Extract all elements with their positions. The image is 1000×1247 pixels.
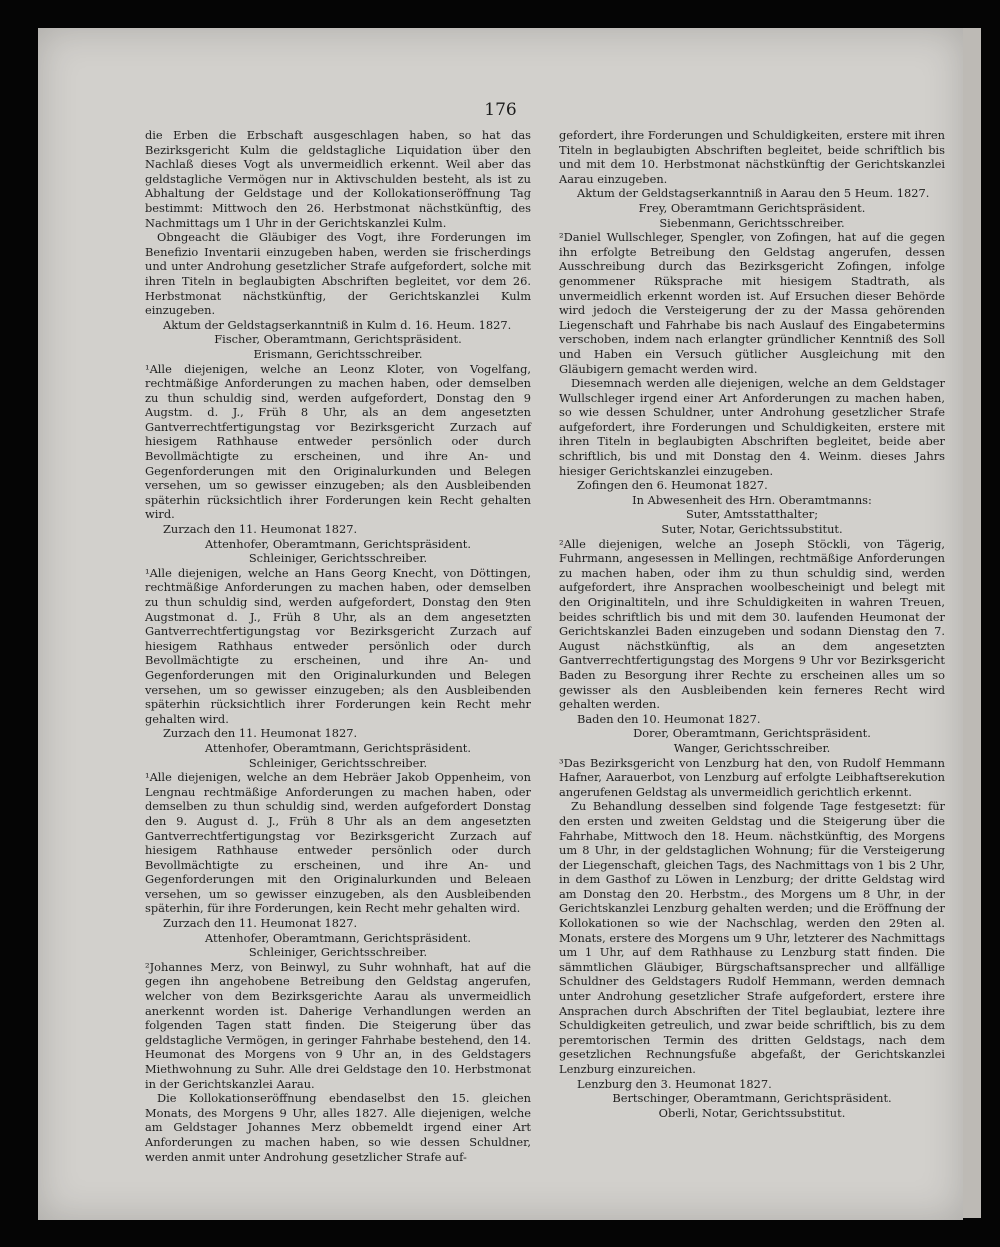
notice-paragraph: ¹Alle diejenigen, welche an Leonz Kloter, von Vogelfang, rechtmäßige Anforderungen zu machen haben, oder demselben zu thun schuldig sind, werden aufgefordert, Donstag den 9 Augstm. d. J., Früh 8 Uhr, als an dem angesetzten Gantverrechtfertigungstag vor Bezirksgericht Zurzach auf hiesigem Rathhause entweder persönlich oder durch Bevollmächtigte zu erscheinen, und ihre An- und Gegenforderungen mit den Originalurkunden und Belegen versehen, um so gewisser einzugeben; als den Ausbleibenden späterhin rücksichtlich ihrer Forderungen kein Recht gehalten wird. bbox=[145, 361, 531, 522]
paragraph: Zu Behandlung desselben sind folgende Tage festgesetzt: für den ersten und zweiten Geldstag und die Steigerung über die Fahrhabe, Mittwoch den 18. Heum. nächstkünftig, des Morgens um 8 Uhr, in der geldstaglichen Wohnung; für die Versteigerung der Liegenschaft, gleichen Tags, des Nachmittags von 1 bis 2 Uhr, in dem Gasthof zu Löwen in Lenzburg; der dritte Geldstag wird am Donstag den 20. Herbstm., des Morgens um 8 Uhr, in der Gerichtskanzlei Lenzburg gehalten werden; und die Eröffnung der Kollokationen so wie der Nachschlag, werden den 29ten al. Monats, erstere des Morgens um 9 Uhr, letzterer des Nachmittags um 1 Uhr, auf dem Rathhause zu Lenzburg statt finden. Die sämmtlichen Gläubiger, Bürgschaftsansprecher und allfällige Schuldner des Geldstagers Rudolf Hemmann, werden demnach unter Androhung gesetzlicher Strafe aufgefordert, erstere ihre Ansprachen durch Abschriften der Titel beglaubiat, leztere ihre Schuldigkeiten getreulich, und zwar beide schriftlich, bis zu dem peremtorischen Termin des dritten Geldstags, nach dem gesetzlichen Rechnungsfuße abgefaßt, der Gerichtskanzlei Lenzburg einzureichen. bbox=[559, 799, 945, 1076]
signature-line: Siebenmann, Gerichtsschreiber. bbox=[659, 215, 845, 230]
dateline: Zurzach den 11. Heumonat 1827. bbox=[163, 916, 358, 931]
notice-paragraph: ²Alle diejenigen, welche an Joseph Stöckli, von Tägerig, Fuhrmann, angesessen in Mellingen, rechtmäßige Anforderungen zu machen haben, oder ihm zu thun schuldig sind, werden aufgefordert, ihre Ansprachen woolbescheinigt und belegt mit den Originaltiteln, und ihre Schuldigkeiten in wahren Treuen, beides schriftlich bis und mit dem 30. laufenden Heumonat der Gerichtskanzlei Baden einzugeben und sodann Dienstag den 7. August nächstkünftig, als an dem angesetzten Gantverrechtfertigungstag des Morgens 9 Uhr vor Bezirksgericht Baden zu Besorgung ihrer Rechte zu erscheinen alles um so gewisser als den Ausbleibenden kein ferneres Recht wird gehalten werden. bbox=[559, 536, 945, 712]
continued-text: gefordert, ihre Forderungen und Schuldigkeiten, erstere mit ihren Titeln in beglaubigten Abschriften begleitet, beide schriftlich bis und mit dem 10. Herbstmonat nächstkünftig der Gerichtskanzlei Aarau einzugeben. bbox=[559, 128, 945, 186]
signature-line: Schleiniger, Gerichtsschreiber. bbox=[248, 945, 428, 960]
notice-paragraph: ³Das Bezirksgericht von Lenzburg hat den, von Rudolf Hemmann Hafner, Aarauerbot, von Lenzburg auf erfolgte Leibhaftserekution angerufenen Geldstag als unvermeidlich gerichtlich erkennt. bbox=[559, 755, 945, 799]
dateline: Lenzburg den 3. Heumonat 1827. bbox=[577, 1076, 772, 1091]
notice-paragraph: ¹Alle diejenigen, welche an dem Hebräer Jakob Oppenheim, von Lengnau rechtmäßige Anforderungen zu machen haben, oder demselben zu thun schuldig sind, werden aufgefordert Donstag den 9. August d. J., Früh 8 Uhr als an dem angesetzten Gantverrechtfertigungstag vor Bezirksgericht Zurzach auf hiesigem Rathhause entweder persönlich oder durch Bevollmächtigte zu erscheinen, und ihre An- und Gegenforderungen mit den Originalurkunden und Beleaen versehen, um so gewisser einzugeben, als den Ausbleibenden späterhin, für ihre Forderungen, kein Recht mehr gehalten wird. bbox=[145, 770, 531, 916]
notice-paragraph: ¹Alle diejenigen, welche an Hans Georg Knecht, von Döttingen, rechtmäßige Anforderungen zu machen haben, oder demselben zu thun schuldig sind, werden aufgefordert, Donstag den 9ten Augstmonat d. J., Früh 8 Uhr, als an dem angesetzten Gantverrechtfertigungstag vor Bezirksgericht Zurzach auf hiesigem Rathhaus entweder persönlich oder durch Bevollmächtigte zu erscheinen, und ihre An- und Gegenforderungen mit den Originalurkunden und Belegen versehen, um so gewisser einzugeben; als den Ausbleibenden späterhin rücksichtlich ihrer Forderungen kein Recht mehr gehalten wird. bbox=[145, 565, 531, 726]
signature-line: Attenhofer, Oberamtmann, Gerichtspräsident. bbox=[205, 536, 471, 551]
signature-line: Schleiniger, Gerichtsschreiber. bbox=[248, 755, 428, 770]
signature-line: Dorer, Oberamtmann, Gerichtspräsident. bbox=[633, 726, 871, 741]
signature-line: Frey, Oberamtmann Gerichtspräsident. bbox=[638, 200, 866, 215]
paragraph: Die Kollokationseröffnung ebendaselbst den 15. gleichen Monats, des Morgens 9 Uhr, alles 1827. Alle diejenigen, welche am Geldstager Johannes Merz obbemeldt irgend einer Art Anforderungen zu machen haben, so wie dessen Schuldner, werden anmit unter Androhung gesetzlicher Strafe auf- bbox=[145, 1091, 531, 1164]
signature-line: Attenhofer, Oberamtmann, Gerichtspräsident. bbox=[205, 930, 471, 945]
signature-line: In Abwesenheit des Hrn. Oberamtmanns: bbox=[632, 492, 872, 507]
signature-line: Schleiniger, Gerichtsschreiber. bbox=[248, 551, 428, 566]
next-page-edge bbox=[963, 28, 981, 1218]
signature-line: Attenhofer, Oberamtmann, Gerichtspräsident. bbox=[205, 740, 471, 755]
signature-line: Suter, Amtsstatthalter; bbox=[685, 507, 819, 522]
notice-paragraph: ²Daniel Wullschleger, Spengler, von Zofingen, hat auf die gegen ihn erfolgte Betreibung den Geldstag angerufen, dessen Ausschreibung durch das Bezirksgericht Zofingen, infolge genommener Rüksprache mit hiesigem Stadtrath, als unvermeidlich erkennt worden ist. Auf Ersuchen dieser Behörde wird jedoch die Versteigerung der zu der Massa gehörenden Liegenschaft und Fahrhabe bis nach Auslauf des Eingabetermins verschoben, indem nach erlangter gründlicher Kenntniß des Soll und Haben ein Versuch gütlicher Ausgleichung mit den Gläubigern gemacht werden wird. bbox=[559, 230, 945, 376]
dateline: Zurzach den 11. Heumonat 1827. bbox=[163, 522, 358, 537]
signature-line: Fischer, Oberamtmann, Gerichtspräsident. bbox=[214, 332, 462, 347]
signature-line: Suter, Notar, Gerichtssubstitut. bbox=[661, 522, 843, 537]
page-number: 176 bbox=[484, 100, 517, 120]
dateline: Aktum der Geldstagserkanntniß in Aarau den 5 Heum. 1827. bbox=[577, 186, 930, 201]
notice-paragraph: ²Johannes Merz, von Beinwyl, zu Suhr wohnhaft, hat auf die gegen ihn angehobene Betreibung den Geldstag angerufen, welcher von dem Bezirksgerichte Aarau als unvermeidlich anerkennt worden ist. Daherige Verhandlungen werden an folgenden Tagen statt finden. Die Steigerung über das geldstagliche Vermögen, in geringer Fahrhabe bestehend, den 14. Heumonat des Morgens von 9 Uhr an, in des Geldstagers Miethwohnung zu Suhr. Alle drei Geldstage den 10. Herbstmonat in der Gerichtskanzlei Aarau. bbox=[145, 959, 531, 1091]
signature-line: Wanger, Gerichtsschreiber. bbox=[673, 740, 831, 755]
dateline: Baden den 10. Heumonat 1827. bbox=[577, 711, 761, 726]
newspaper-page bbox=[38, 28, 963, 1220]
signature-line: Erismann, Gerichtsschreiber. bbox=[253, 346, 423, 361]
signature-line: Oberli, Notar, Gerichtssubstitut. bbox=[658, 1105, 846, 1120]
paragraph: Obngeacht die Gläubiger des Vogt, ihre Forderungen im Benefizio Inventarii einzugeben haben, werden sie frischerdings und unter Androhung gesetzlicher Strafe aufgefordert, solche mit ihren Titeln in beglaubigten Abschriften begleitet, vor dem 26. Herbstmonat nächstkünftig, der Gerichtskanzlei Kulm einzugeben. bbox=[145, 230, 531, 318]
right-column bbox=[559, 128, 945, 1120]
left-column bbox=[145, 128, 531, 1164]
dateline: Zofingen den 6. Heumonat 1827. bbox=[577, 478, 768, 493]
signature-line: Bertschinger, Oberamtmann, Gerichtspräsident. bbox=[612, 1091, 892, 1106]
dateline: Zurzach den 11. Heumonat 1827. bbox=[163, 726, 358, 741]
continued-text: die Erben die Erbschaft ausgeschlagen haben, so hat das Bezirksgericht Kulm die geldstagliche Liquidation über den Nachlaß dieses Vogt als unvermeidlich erkennt. Weil aber das geldstagliche Vermögen nur in Aktivschulden besteht, als ist zu Abhaltung der Geldstage und der Kollokationseröffnung Tag bestimmt: Mittwoch den 26. Herbstmonat nächstkünftig, des Nachmittags um 1 Uhr in der Gerichtskanzlei Kulm. bbox=[145, 128, 531, 230]
dateline: Aktum der Geldstagserkanntniß in Kulm d. 16. Heum. 1827. bbox=[163, 317, 512, 332]
paragraph: Diesemnach werden alle diejenigen, welche an dem Geldstager Wullschleger irgend einer Art Anforderungen zu machen haben, so wie dessen Schuldner, unter Androhung gesetzlicher Strafe aufgefordert, ihre Forderungen und Schuldigkeiten, erstere mit ihren Titeln in beglaubigten Abschriften begleitet, beide aber schriftlich, bis und mit Donstag den 4. Weinm. dieses Jahrs hiesiger Gerichtskanzlei einzugeben. bbox=[559, 376, 945, 478]
